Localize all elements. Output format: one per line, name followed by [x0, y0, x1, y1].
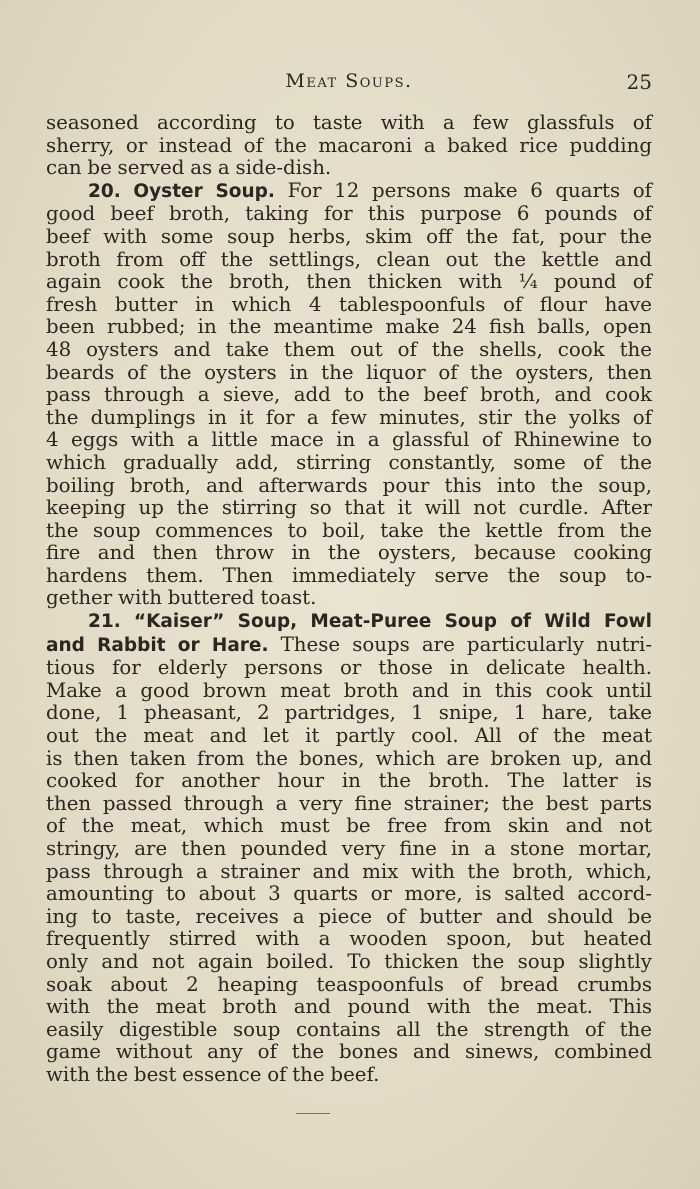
text-line: of the meat, which must be free from skin and not: [46, 814, 652, 838]
text-line: sherry, or instead of the macaroni a baked rice pudding: [46, 133, 652, 157]
text-line: game without any of the bones and sinews, combined: [46, 1040, 652, 1064]
text-line: been rubbed; in the meantime make 24 fish balls, open: [46, 315, 652, 339]
recipe-kaiser-soup: [46, 610, 652, 1086]
text-line: pass through a strainer and mix with the broth, which,: [46, 859, 652, 883]
text-line: These soups are particularly nutri-: [280, 632, 652, 656]
text-line: only and not again boiled. To thicken the soup slightly: [46, 949, 652, 973]
text-line: then passed through a very fine strainer; the best parts: [46, 791, 652, 815]
recipe-heading-line: [46, 634, 652, 658]
text-line: the dumplings in it for a few minutes, stir the yolks of: [46, 405, 652, 429]
text-line: stringy, are then pounded very fine in a stone mortar,: [46, 837, 652, 860]
page-header: [46, 70, 652, 100]
text-line: 48 oysters and take them out of the shells, cook the: [46, 337, 652, 361]
text-line: easily digestible soup contains all the strength of the: [46, 1017, 652, 1041]
recipe-heading-line: [46, 610, 652, 634]
text-line: amounting to about 3 quarts or more, is salted accord-: [46, 882, 652, 906]
text-line: ing to taste, receives a piece of butter and should be: [46, 904, 652, 928]
footer-rule: [296, 1113, 330, 1114]
text-line: out the meat and let it partly cool. All of the meat: [46, 724, 652, 748]
text-line: Make a good brown meat broth and in this cook until: [46, 678, 652, 702]
text-line: 4 eggs with a little mace in a glassful of Rhinewine to: [46, 428, 652, 452]
recipe-title: Oyster Soup.: [133, 180, 275, 202]
recipe-oyster-soup: [46, 180, 652, 610]
text-line: hardens them. Then immediately serve the soup to-: [46, 563, 652, 587]
text-line: good beef broth, taking for this purpose 6 pounds of: [46, 202, 652, 226]
text-line: seasoned according to taste with a few glassfuls of: [46, 111, 652, 134]
text-line: fresh butter in which 4 tablespoonfuls of flour have: [46, 292, 652, 316]
running-title: Meat Soups.: [285, 70, 413, 92]
text-line: boiling broth, and afterwards pour this into the soup,: [46, 473, 652, 497]
paragraph-continuation: [46, 112, 652, 180]
text-line: frequently stirred with a wooden spoon, but heated: [46, 927, 652, 951]
body-text: [46, 112, 652, 1087]
text-line: tious for elderly persons or those in delicate health.: [46, 656, 652, 680]
text-line: beef with some soup herbs, skim off the fat, pour the: [46, 224, 652, 248]
text-line: keeping up the stirring so that it will not curdle. After: [46, 496, 652, 520]
recipe-title: “Kaiser” Soup, Meat-Puree Soup of Wild Fowl: [133, 611, 652, 633]
text-line: the soup commences to boil, take the kettle from the: [46, 518, 652, 542]
text-line: beards of the oysters in the liquor of the oysters, then: [46, 360, 652, 384]
text-line: broth from off the settlings, clean out the kettle and: [46, 247, 652, 271]
text-line: can be served as a side-dish.: [46, 156, 332, 180]
text-line: again cook the broth, then thicken with ¼ pound of: [46, 270, 652, 294]
text-line: cooked for another hour in the broth. The latter is: [46, 769, 652, 793]
text-line: soak about 2 heaping teaspoonfuls of bread crumbs: [46, 972, 652, 996]
text-line: fire and then throw in the oysters, because cooking: [46, 541, 652, 565]
text-line: For 12 persons make 6 quarts of: [287, 178, 652, 202]
text-line: pass through a sieve, add to the beef broth, and cook: [46, 383, 652, 407]
text-line: is then taken from the bones, which are broken up, and: [46, 746, 652, 770]
recipe-number: 20.: [88, 180, 121, 202]
recipe-title-continued: and Rabbit or Hare.: [46, 634, 269, 656]
text-line: with the best essence of the beef.: [46, 1062, 380, 1086]
text-line: gether with buttered toast.: [46, 586, 317, 610]
page-number: 25: [626, 70, 652, 94]
text-line: with the meat broth and pound with the meat. This: [46, 995, 652, 1019]
recipe-number: 21.: [88, 611, 121, 633]
text-line: which gradually add, stirring constantly, some of the: [46, 450, 652, 474]
recipe-heading-line: [46, 180, 652, 204]
text-line: done, 1 pheasant, 2 partridges, 1 snipe, 1 hare, take: [46, 701, 652, 725]
